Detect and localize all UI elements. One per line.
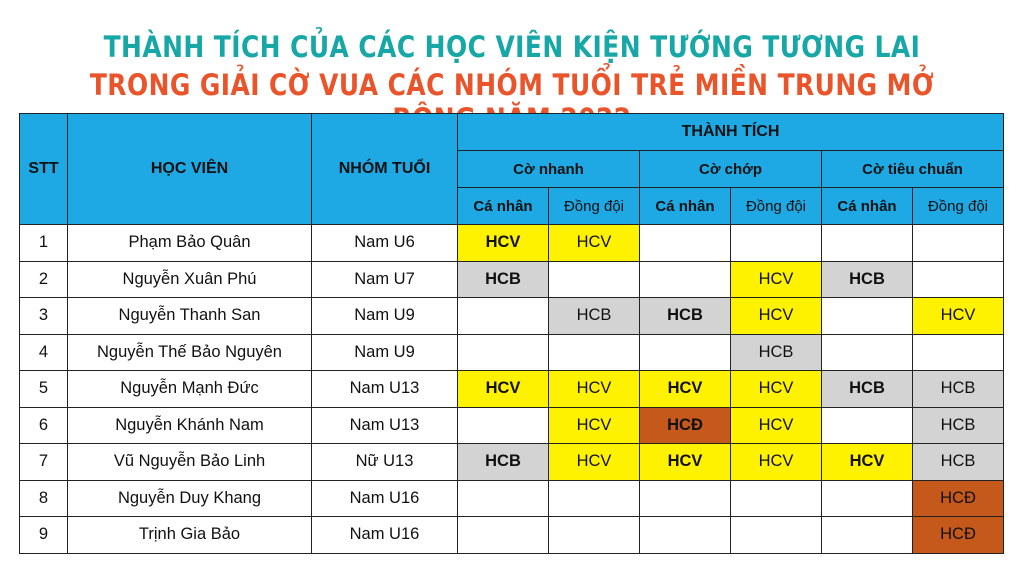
stt-cell: 7 (20, 444, 68, 481)
age-group-cell: Nam U13 (312, 407, 458, 444)
medal-cell: HCB (822, 261, 913, 298)
table-row (20, 371, 1004, 408)
table-row (20, 334, 1004, 371)
col-header-team: Đồng đội (549, 188, 640, 225)
medal-cell (549, 480, 640, 517)
medal-cell (458, 480, 549, 517)
table-row (20, 407, 1004, 444)
age-group-cell: Nữ U13 (312, 444, 458, 481)
medal-cell (822, 225, 913, 262)
medal-cell (640, 261, 731, 298)
col-header-rapid: Cờ nhanh (458, 151, 640, 188)
stt-cell: 1 (20, 225, 68, 262)
medal-cell (913, 334, 1004, 371)
student-name-cell: Nguyễn Duy Khang (68, 480, 312, 517)
col-header-team: Đồng đội (731, 188, 822, 225)
medal-cell: HCĐ (640, 407, 731, 444)
age-group-cell: Nam U16 (312, 480, 458, 517)
medal-cell: HCB (458, 261, 549, 298)
col-header-standard: Cờ tiêu chuẩn (822, 151, 1004, 188)
medal-cell (458, 517, 549, 554)
medal-cell (822, 298, 913, 335)
table-row (20, 444, 1004, 481)
age-group-cell: Nam U16 (312, 517, 458, 554)
col-header-individual: Cá nhân (640, 188, 731, 225)
medal-cell (822, 407, 913, 444)
medal-cell (458, 334, 549, 371)
col-header-individual: Cá nhân (458, 188, 549, 225)
medal-cell: HCV (549, 371, 640, 408)
medal-cell: HCV (913, 298, 1004, 335)
col-header-individual: Cá nhân (822, 188, 913, 225)
medal-cell (822, 517, 913, 554)
medal-cell: HCV (640, 444, 731, 481)
age-group-cell: Nam U13 (312, 371, 458, 408)
medal-cell: HCB (913, 407, 1004, 444)
age-group-cell: Nam U7 (312, 261, 458, 298)
student-name-cell: Vũ Nguyễn Bảo Linh (68, 444, 312, 481)
title-line-2: TRONG GIẢI CỜ VUA CÁC NHÓM TUỔI TRẺ MIỀN TRUNG MỞ (89, 68, 935, 102)
student-name-cell: Nguyễn Khánh Nam (68, 407, 312, 444)
col-header-achievement: THÀNH TÍCH (458, 114, 1004, 151)
medal-cell: HCV (640, 371, 731, 408)
medal-cell (822, 334, 913, 371)
medal-cell: HCV (458, 371, 549, 408)
medal-cell: HCV (549, 407, 640, 444)
medal-cell: HCB (731, 334, 822, 371)
student-name-cell: Nguyễn Mạnh Đức (68, 371, 312, 408)
medal-cell (731, 480, 822, 517)
medal-cell: HCB (640, 298, 731, 335)
student-name-cell: Nguyễn Xuân Phú (68, 261, 312, 298)
medal-cell: HCV (731, 298, 822, 335)
medal-cell: HCV (731, 444, 822, 481)
medal-cell: HCV (822, 444, 913, 481)
col-header-age-group: NHÓM TUỔI (312, 114, 458, 225)
medal-cell (822, 480, 913, 517)
col-header-team: Đồng đội (913, 188, 1004, 225)
achievement-table (19, 113, 1004, 554)
medal-cell (640, 517, 731, 554)
medal-cell: HCV (549, 444, 640, 481)
medal-cell: HCB (549, 298, 640, 335)
medal-cell (549, 517, 640, 554)
col-header-stt: STT (20, 114, 68, 225)
table-row (20, 298, 1004, 335)
medal-cell (913, 261, 1004, 298)
medal-cell (458, 298, 549, 335)
medal-cell: HCV (458, 225, 549, 262)
title-line-1: THÀNH TÍCH CỦA CÁC HỌC VIÊN KIỆN TƯỚNG TƯƠNG LAI (103, 30, 921, 64)
medal-cell (731, 225, 822, 262)
age-group-cell: Nam U9 (312, 298, 458, 335)
student-name-cell: Nguyễn Thế Bảo Nguyên (68, 334, 312, 371)
medal-cell: HCĐ (913, 480, 1004, 517)
medal-cell (731, 517, 822, 554)
table-row (20, 261, 1004, 298)
stt-cell: 5 (20, 371, 68, 408)
col-header-student: HỌC VIÊN (68, 114, 312, 225)
age-group-cell: Nam U6 (312, 225, 458, 262)
stt-cell: 2 (20, 261, 68, 298)
table-row (20, 480, 1004, 517)
medal-cell (640, 334, 731, 371)
stt-cell: 3 (20, 298, 68, 335)
medal-cell (913, 225, 1004, 262)
medal-cell: HCB (458, 444, 549, 481)
col-header-blitz: Cờ chớp (640, 151, 822, 188)
stt-cell: 8 (20, 480, 68, 517)
medal-cell (549, 261, 640, 298)
medal-cell: HCB (913, 444, 1004, 481)
medal-cell: HCĐ (913, 517, 1004, 554)
stt-cell: 4 (20, 334, 68, 371)
medal-cell (640, 225, 731, 262)
medal-cell (458, 407, 549, 444)
student-name-cell: Phạm Bảo Quân (68, 225, 312, 262)
stt-cell: 9 (20, 517, 68, 554)
medal-cell: HCV (731, 371, 822, 408)
table-row (20, 225, 1004, 262)
medal-cell: HCB (822, 371, 913, 408)
table-body (20, 225, 1004, 554)
student-name-cell: Trịnh Gia Bảo (68, 517, 312, 554)
table-row (20, 517, 1004, 554)
age-group-cell: Nam U9 (312, 334, 458, 371)
medal-cell (549, 334, 640, 371)
stt-cell: 6 (20, 407, 68, 444)
medal-cell: HCV (731, 407, 822, 444)
medal-cell: HCV (731, 261, 822, 298)
medal-cell: HCV (549, 225, 640, 262)
student-name-cell: Nguyễn Thanh San (68, 298, 312, 335)
medal-cell: HCB (913, 371, 1004, 408)
medal-cell (640, 480, 731, 517)
